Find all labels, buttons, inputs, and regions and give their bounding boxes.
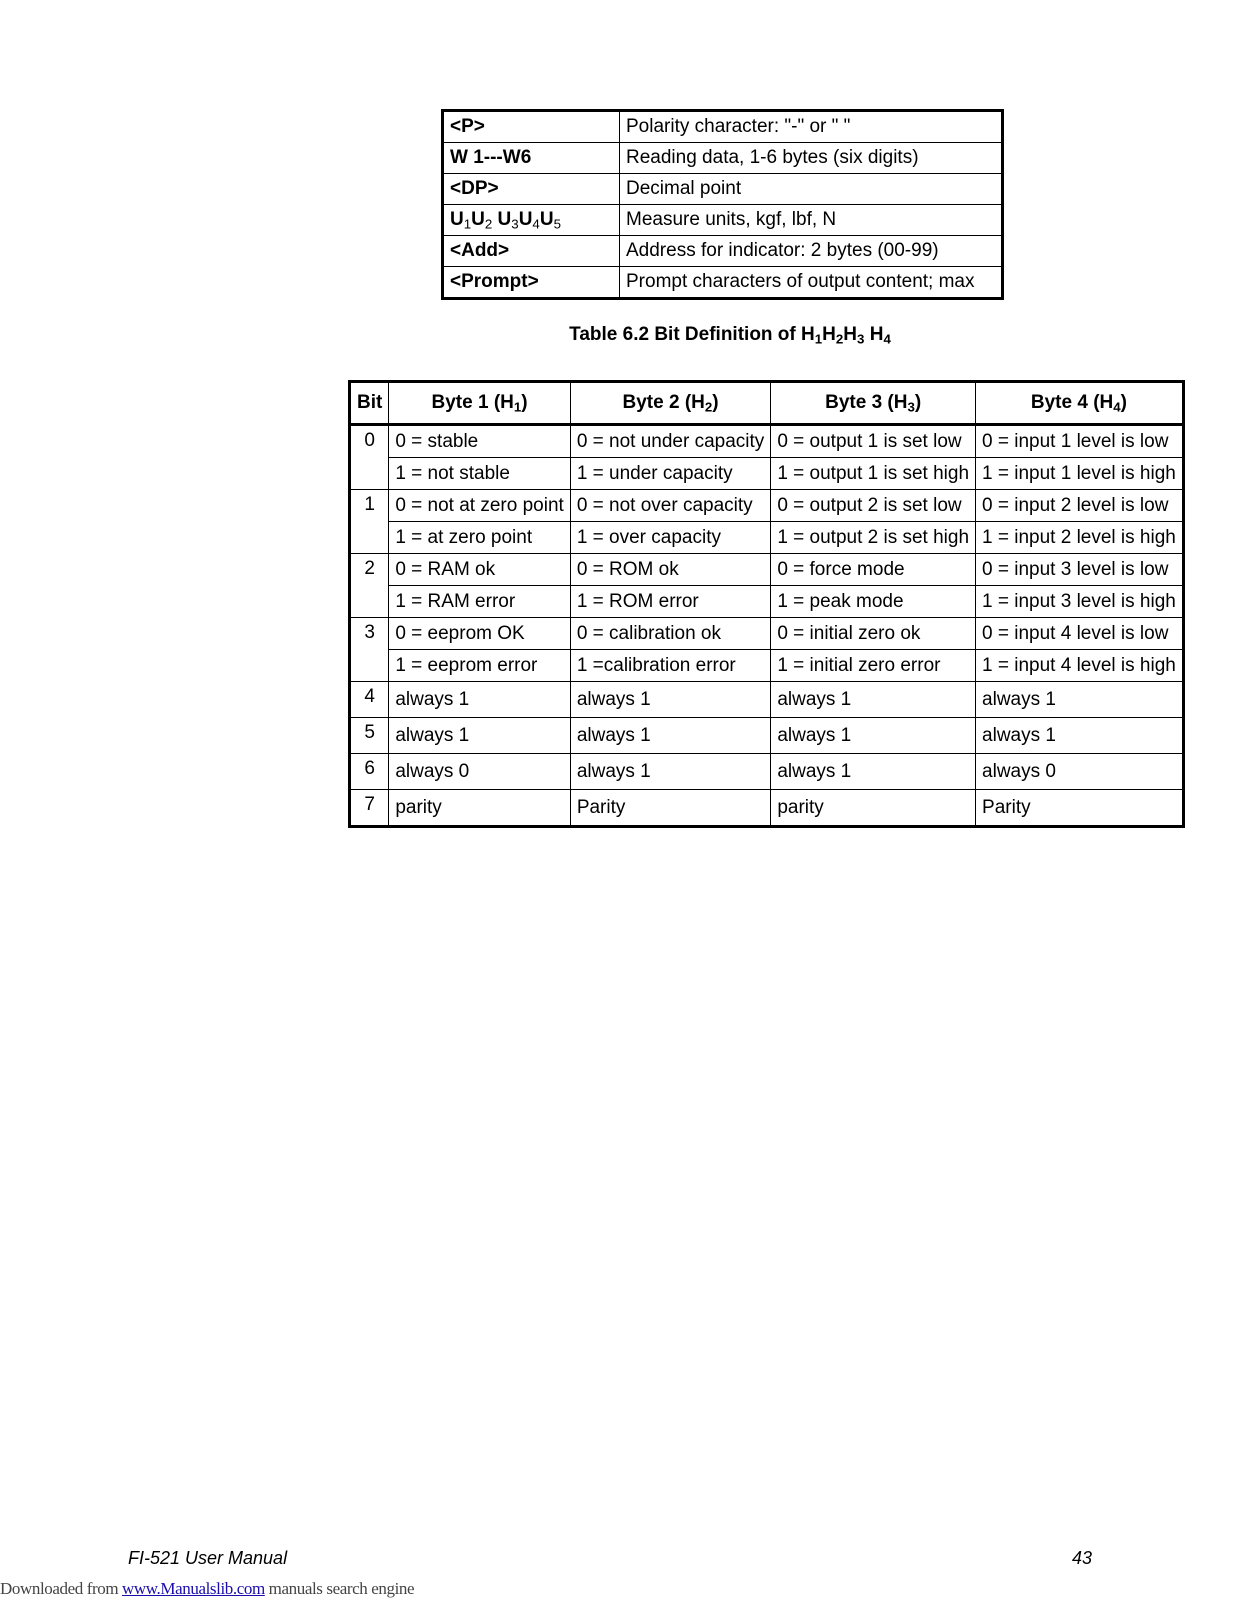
table-row [350, 618, 1184, 650]
table-cell: 1 = input 3 level is high [976, 586, 1184, 618]
table-cell: 0 = calibration ok [570, 618, 771, 650]
table-cell: 0 = input 3 level is low [976, 554, 1184, 586]
format-desc: Measure units, kgf, lbf, N [620, 205, 1003, 236]
table-cell: always 1 [771, 754, 976, 790]
table-row [350, 718, 1184, 754]
table-cell: 1 = RAM error [389, 586, 570, 618]
format-table [441, 109, 1004, 300]
table-row [443, 111, 1003, 143]
table-cell: 0 = not over capacity [570, 490, 771, 522]
header-byte1: Byte 1 $(H_1)$ [389, 382, 570, 425]
header-byte4: Byte 4 $(H_4)$ [976, 382, 1184, 425]
table-cell: 0 = input 2 level is low [976, 490, 1184, 522]
table-cell: 0 = initial zero ok [771, 618, 976, 650]
table-cell: 1 = output 2 is set high [771, 522, 976, 554]
table-cell: 1 = over capacity [570, 522, 771, 554]
table-cell: 1 = at zero point [389, 522, 570, 554]
header-row [350, 382, 1184, 425]
table-row [443, 267, 1003, 299]
table-cell: parity [389, 790, 570, 827]
table-row [350, 790, 1184, 827]
table-cell: 0 = ROM ok [570, 554, 771, 586]
table-row [350, 522, 1184, 554]
table-cell: always 0 [976, 754, 1184, 790]
table-cell: always 1 [570, 718, 771, 754]
format-key-units: $U_1U_2$ $U_3U_4U_5$ [443, 205, 620, 236]
table-cell: 1 = input 4 level is high [976, 650, 1184, 682]
table-row [350, 754, 1184, 790]
table-cell: always 1 [570, 682, 771, 718]
table-cell: 1 = peak mode [771, 586, 976, 618]
table-cell: 0 = eeprom OK [389, 618, 570, 650]
table-cell: always 1 [389, 718, 570, 754]
format-key: W 1---W6 [443, 143, 620, 174]
table-cell: always 1 [570, 754, 771, 790]
table-cell: 1 = under capacity [570, 458, 771, 490]
bit-number: 1 [350, 490, 389, 554]
bit-number: 2 [350, 554, 389, 618]
table-row [350, 682, 1184, 718]
format-key: <P> [443, 111, 620, 143]
table-cell: 0 = not at zero point [389, 490, 570, 522]
manualslib-link[interactable]: www.Manualslib.com [122, 1579, 265, 1598]
table-cell: 0 = RAM ok [389, 554, 570, 586]
table-cell: always 1 [771, 682, 976, 718]
table-cell: Parity [570, 790, 771, 827]
table-row [350, 425, 1184, 458]
table-caption: Table 6.2 Bit Definition of $H_1H_2H_3$ $H_4$ [569, 324, 891, 347]
bit-number: 7 [350, 790, 389, 827]
table-row [443, 143, 1003, 174]
table-row [443, 236, 1003, 267]
bit-number: 6 [350, 754, 389, 790]
format-desc: Decimal point [620, 174, 1003, 205]
table-cell: Parity [976, 790, 1184, 827]
table-row [350, 554, 1184, 586]
table-cell: 0 = input 4 level is low [976, 618, 1184, 650]
table-cell: 1 = initial zero error [771, 650, 976, 682]
table-cell: 1 = eeprom error [389, 650, 570, 682]
table-row [350, 458, 1184, 490]
table-cell: 1 = input 1 level is high [976, 458, 1184, 490]
table-row [350, 586, 1184, 618]
bit-number: 4 [350, 682, 389, 718]
bit-number: 0 [350, 425, 389, 490]
format-desc: Address for indicator: 2 bytes (00-99) [620, 236, 1003, 267]
table-cell: 1 =calibration error [570, 650, 771, 682]
table-cell: always 1 [771, 718, 976, 754]
download-prefix: Downloaded from [0, 1579, 123, 1598]
footer-page-number: 43 [1072, 1548, 1093, 1568]
download-suffix: manuals search engine [264, 1579, 415, 1598]
table-cell: 0 = output 2 is set low [771, 490, 976, 522]
format-key: <Add> [443, 236, 620, 267]
header-bit: Bit [350, 382, 389, 425]
table-cell: 1 = output 1 is set high [771, 458, 976, 490]
table-cell: 0 = not under capacity [570, 425, 771, 458]
header-byte3: Byte 3 $(H_3)$ [771, 382, 976, 425]
table-cell: always 1 [389, 682, 570, 718]
format-key: <DP> [443, 174, 620, 205]
header-byte2: Byte 2 $(H_2)$ [570, 382, 771, 425]
format-desc: Prompt characters of output content; max [620, 267, 1003, 299]
table-row [350, 650, 1184, 682]
table-cell: always 1 [976, 682, 1184, 718]
table-row [443, 174, 1003, 205]
download-notice [0, 1579, 414, 1599]
table-cell: 1 = ROM error [570, 586, 771, 618]
table-row [350, 490, 1184, 522]
footer-manual-title: FI-521 User Manual [128, 1548, 288, 1568]
table-cell: 0 = force mode [771, 554, 976, 586]
table-cell: always 1 [976, 718, 1184, 754]
table-cell: always 0 [389, 754, 570, 790]
table-cell: 1 = not stable [389, 458, 570, 490]
table-row [443, 205, 1003, 236]
bit-definition-table [348, 380, 1185, 828]
table-cell: parity [771, 790, 976, 827]
table-cell: 0 = stable [389, 425, 570, 458]
table-cell: 0 = output 1 is set low [771, 425, 976, 458]
bit-number: 5 [350, 718, 389, 754]
bit-number: 3 [350, 618, 389, 682]
format-desc: Polarity character: "-" or " " [620, 111, 1003, 143]
format-key: <Prompt> [443, 267, 620, 299]
table-cell: 0 = input 1 level is low [976, 425, 1184, 458]
format-desc: Reading data, 1-6 bytes (six digits) [620, 143, 1003, 174]
table-cell: 1 = input 2 level is high [976, 522, 1184, 554]
